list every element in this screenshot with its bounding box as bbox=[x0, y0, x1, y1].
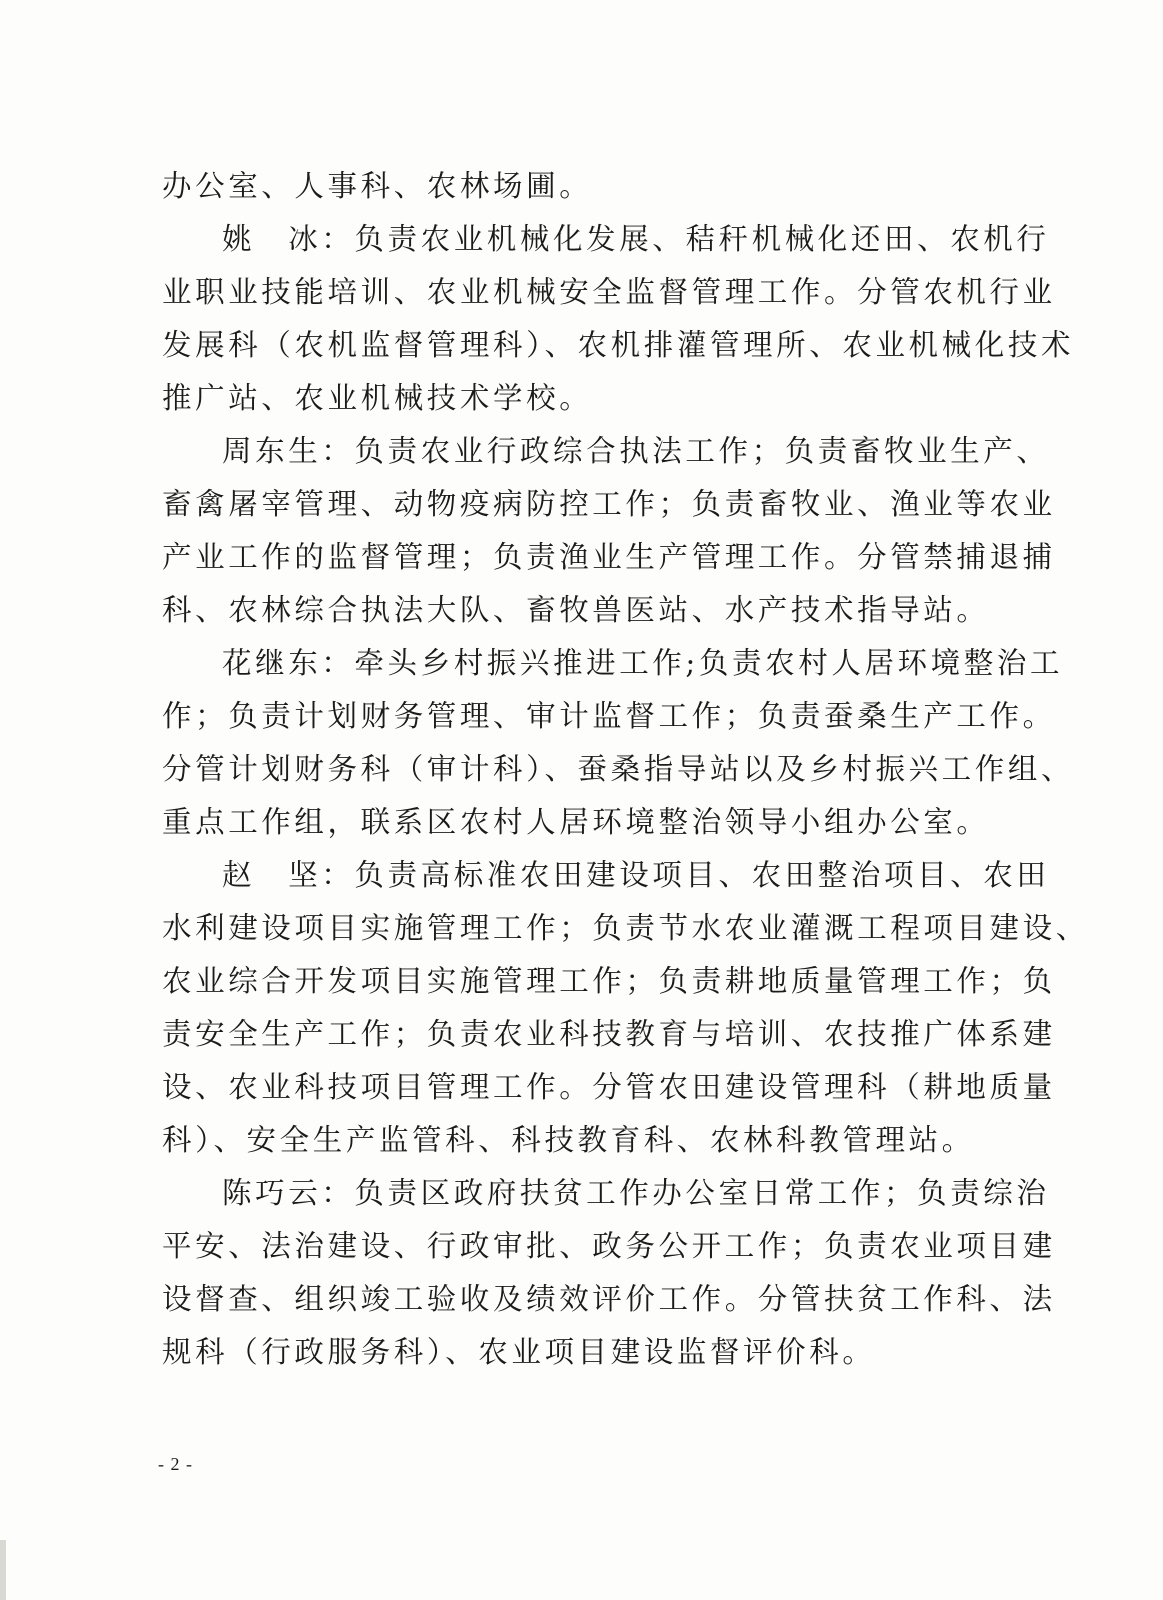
body-text-line: 作；负责计划财务管理、审计监督工作；负责蚕桑生产工作。 bbox=[162, 699, 1056, 733]
body-text-line: 分管计划财务科（审计科）、蚕桑指导站以及乡村振兴工作组、 bbox=[162, 752, 1075, 786]
paragraph-first-line: 花继东：牵头乡村振兴推进工作;负责农村人居环境整治工 bbox=[222, 646, 1064, 680]
paragraph-first-line: 赵 坚：负责高标准农田建设项目、农田整治项目、农田 bbox=[222, 858, 1050, 892]
body-text-line: 产业工作的监督管理；负责渔业生产管理工作。分管禁捕退捕 bbox=[162, 540, 1056, 574]
body-text-line: 农业综合开发项目实施管理工作；负责耕地质量管理工作；负 bbox=[162, 964, 1056, 998]
paragraph-first-line: 周东生：负责农业行政综合执法工作；负责畜牧业生产、 bbox=[222, 434, 1050, 468]
body-text-line: 水利建设项目实施管理工作；负责节水农业灌溉工程项目建设、 bbox=[162, 911, 1089, 945]
page-number: - 2 - bbox=[158, 1454, 193, 1474]
body-text-line: 重点工作组，联系区农村人居环境整治领导小组办公室。 bbox=[162, 805, 990, 839]
body-text-line: 科）、安全生产监管科、科技教育科、农林科教管理站。 bbox=[162, 1123, 975, 1157]
body-text-line: 规科（行政服务科）、农业项目建设监督评价科。 bbox=[162, 1335, 876, 1369]
body-text-line: 推广站、农业机械技术学校。 bbox=[162, 381, 593, 415]
body-text-line: 设督查、组织竣工验收及绩效评价工作。分管扶贫工作科、法 bbox=[162, 1282, 1056, 1316]
body-text-line: 业职业技能培训、农业机械安全监督管理工作。分管农机行业 bbox=[162, 275, 1056, 309]
body-text-line: 设、农业科技项目管理工作。分管农田建设管理科（耕地质量 bbox=[162, 1070, 1056, 1104]
paragraph-first-line: 姚 冰：负责农业机械化发展、秸秆机械化还田、农机行 bbox=[222, 222, 1050, 256]
body-text-line: 责安全生产工作；负责农业科技教育与培训、农技推广体系建 bbox=[162, 1017, 1056, 1051]
scan-edge-mark bbox=[0, 1540, 6, 1600]
body-text-line: 畜禽屠宰管理、动物疫病防控工作；负责畜牧业、渔业等农业 bbox=[162, 487, 1056, 521]
paragraph-first-line: 陈巧云：负责区政府扶贫工作办公室日常工作；负责综治 bbox=[222, 1176, 1050, 1210]
body-text-line: 平安、法治建设、行政审批、政务公开工作；负责农业项目建 bbox=[162, 1229, 1056, 1263]
body-text-line: 办公室、人事科、农林场圃。 bbox=[162, 169, 593, 203]
body-text-line: 科、农林综合执法大队、畜牧兽医站、水产技术指导站。 bbox=[162, 593, 990, 627]
body-text-line: 发展科（农机监督管理科）、农机排灌管理所、农业机械化技术 bbox=[162, 328, 1075, 362]
